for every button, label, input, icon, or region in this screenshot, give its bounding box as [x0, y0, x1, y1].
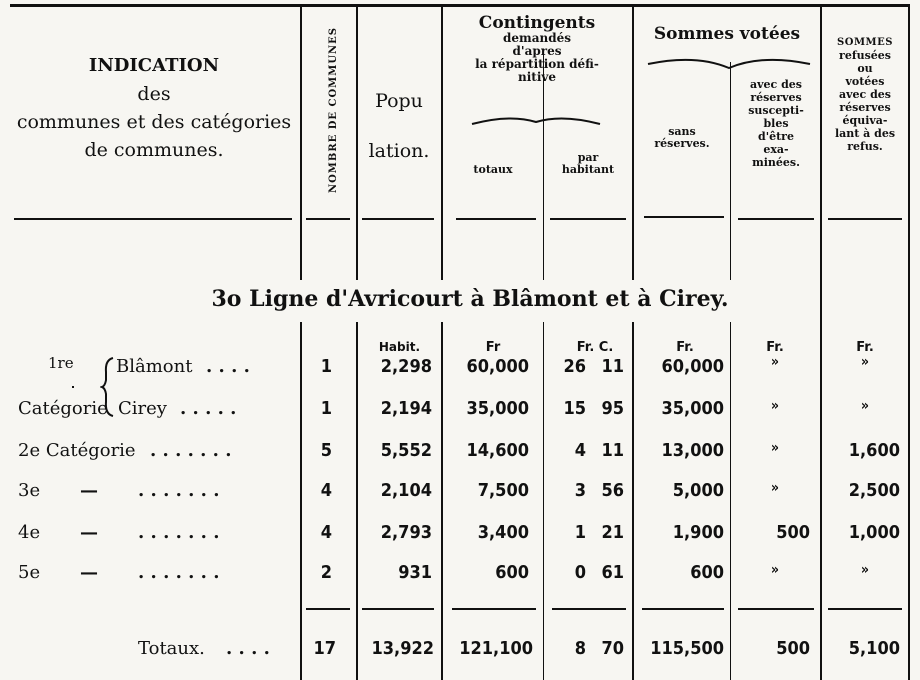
row-par-habitant-fr: 26	[563, 356, 586, 377]
unit-totaux: Fr	[485, 340, 501, 355]
par-habitant-line: par	[577, 151, 599, 164]
section-title: 3o Ligne d'Avricourt à Blâmont et à Cirey.	[211, 286, 729, 312]
sum-rule	[362, 608, 434, 610]
sum-rule	[642, 608, 724, 610]
row-dots: . . . . . . .	[150, 440, 232, 461]
row-sans-reserves: 1,900	[672, 522, 724, 543]
row-totaux: 7,500	[477, 480, 529, 501]
row-par-habitant-c: 56	[601, 480, 624, 501]
sum-rule	[452, 608, 536, 610]
row-refusees: 2,500	[848, 480, 900, 501]
row-par-habitant-c: 11	[601, 440, 624, 461]
sommes-votees-header: Sommes votées	[653, 24, 801, 44]
contingents-brace	[470, 112, 602, 130]
contingents-line: demandés	[502, 31, 571, 45]
refusees-line: équiva-	[842, 114, 888, 127]
contingents-line: la répartition défi-	[475, 57, 599, 71]
totaux-header: totaux	[473, 163, 513, 176]
row-refusees: »	[860, 354, 870, 370]
header-rule	[738, 218, 814, 220]
row-avec-reserves: »	[770, 480, 780, 496]
row-dots: . . . . . . .	[138, 562, 220, 583]
row-avec-reserves: »	[770, 440, 780, 456]
row-par-habitant-fr: 0	[574, 562, 586, 583]
totals-sans-reserves: 115,500	[650, 638, 724, 659]
row-nombre: 1	[320, 398, 332, 419]
sum-rule	[306, 608, 350, 610]
avec-reserves-line: exa-	[763, 143, 789, 156]
refusees-line: avec des	[839, 88, 891, 101]
sans-reserves-header	[634, 126, 730, 150]
indication-line: des	[137, 83, 171, 105]
row-par-habitant-c: 61	[601, 562, 624, 583]
indication-line: communes et des catégories	[16, 111, 292, 133]
col-line	[908, 4, 910, 680]
par-habitant-line: habitant	[561, 163, 615, 176]
contingents-line: nitive	[518, 70, 556, 84]
indication-line: de communes.	[84, 139, 224, 161]
row-totaux: 3,400	[477, 522, 529, 543]
contingents-header	[443, 14, 631, 84]
row-par-habitant-c: 95	[601, 398, 624, 419]
row-sans-reserves: 35,000	[661, 398, 724, 419]
avec-reserves-line: minées.	[752, 156, 800, 169]
row-dots: . . . . . . .	[138, 480, 220, 501]
row-totaux: 14,600	[466, 440, 529, 461]
unit-avec-reserves: Fr.	[766, 340, 784, 355]
sum-rule	[738, 608, 814, 610]
row-label: Catégorie	[18, 398, 108, 419]
row-avec-reserves: »	[770, 398, 780, 414]
row-population: 5,552	[380, 440, 432, 461]
contingents-line: d'apres	[512, 44, 562, 58]
totals-par-habitant-fr: 8	[574, 638, 586, 659]
unit-sans-reserves: Fr.	[676, 340, 694, 355]
row-label: 1re	[48, 354, 74, 372]
row-sans-reserves: 5,000	[672, 480, 724, 501]
row-totaux: 35,000	[466, 398, 529, 419]
row-population: 2,194	[380, 398, 432, 419]
totals-avec-reserves: 500	[776, 638, 810, 659]
totals-totaux: 121,100	[459, 638, 533, 659]
col-line	[543, 50, 544, 680]
row-par-habitant-fr: 15	[563, 398, 586, 419]
refusees-line: SOMMES	[837, 37, 893, 48]
population-line: Popu	[375, 90, 423, 112]
header-rule	[644, 216, 724, 218]
row-sans-reserves: 60,000	[661, 356, 724, 377]
row-dots: . . . .	[206, 356, 250, 377]
row-label: 5e	[18, 562, 41, 583]
refusees-line: lant à des	[834, 127, 896, 140]
totals-nombre: 17	[313, 638, 336, 659]
unit-par-habitant: Fr. C.	[576, 340, 614, 355]
avec-reserves-header	[732, 78, 820, 169]
unit-refusees: Fr.	[856, 340, 874, 355]
row-par-habitant-c: 11	[601, 356, 624, 377]
refusees-line: refus.	[847, 140, 883, 153]
totals-population: 13,922	[371, 638, 434, 659]
unit-population: Habit.	[378, 340, 420, 354]
refusees-line: réserves	[839, 101, 891, 114]
row-avec-reserves: »	[770, 354, 780, 370]
row-population: 2,104	[380, 480, 432, 501]
row-totaux: 60,000	[466, 356, 529, 377]
avec-reserves-line: suscepti-	[748, 104, 804, 117]
header-rule	[456, 218, 536, 220]
totals-refusees: 5,100	[848, 638, 900, 659]
row-dash: —	[80, 480, 98, 501]
refusees-line: votées	[845, 75, 885, 88]
nombre-header: NOMBRE DE COMMUNES	[328, 26, 339, 194]
row-nombre: 4	[320, 522, 332, 543]
row-refusees: 1,600	[848, 440, 900, 461]
row-par-habitant-c: 21	[601, 522, 624, 543]
row-par-habitant-fr: 1	[574, 522, 586, 543]
row-nombre: 4	[320, 480, 332, 501]
totals-par-habitant-c: 70	[601, 638, 624, 659]
row-refusees: »	[860, 398, 870, 414]
row-totaux: 600	[495, 562, 529, 583]
sommes-refusees-header	[822, 36, 908, 153]
row-nombre: 5	[320, 440, 332, 461]
row-avec-reserves: 500	[776, 522, 810, 543]
sans-reserves-line: sans	[668, 125, 696, 138]
col-line	[632, 4, 634, 680]
top-rule	[10, 4, 910, 7]
row-dash: —	[80, 562, 98, 583]
row-sans-reserves: 600	[690, 562, 724, 583]
row-refusees: »	[860, 562, 870, 578]
row-par-habitant-fr: 3	[574, 480, 586, 501]
sum-rule	[552, 608, 626, 610]
header-rule	[306, 218, 350, 220]
indication-title: INDICATION	[88, 55, 220, 76]
row-par-habitant-fr: 4	[574, 440, 586, 461]
row-population: 2,793	[380, 522, 432, 543]
header-rule	[362, 218, 434, 220]
row-label: 2e Catégorie	[18, 440, 136, 461]
row-nombre: 2	[320, 562, 332, 583]
col-line	[300, 4, 302, 680]
row-dots: . . . . .	[180, 398, 237, 419]
contingents-title: Contingents	[478, 13, 596, 33]
row-refusees: 1,000	[848, 522, 900, 543]
totals-dots: . . . .	[226, 638, 270, 659]
avec-reserves-line: bles	[763, 117, 789, 130]
row-dots: . . . . . . .	[138, 522, 220, 543]
header-rule	[14, 218, 292, 220]
population-line: lation.	[368, 140, 430, 162]
row-dash: —	[80, 522, 98, 543]
sum-rule	[828, 608, 902, 610]
header-rule	[550, 218, 626, 220]
row-label: 4e	[18, 522, 41, 543]
refusees-line: ou	[857, 62, 873, 75]
refusees-line: refusées	[839, 49, 891, 62]
dot-mark	[72, 386, 74, 388]
col-line	[730, 62, 731, 680]
avec-reserves-line: avec des	[750, 78, 802, 91]
population-header	[358, 76, 440, 176]
par-habitant-header	[545, 152, 631, 176]
sommes-votees-brace	[646, 52, 812, 74]
avec-reserves-line: d'être	[758, 130, 794, 143]
header-rule	[828, 218, 902, 220]
indication-header	[14, 52, 294, 164]
row-sub-label: Blâmont	[116, 356, 193, 377]
row-sans-reserves: 13,000	[661, 440, 724, 461]
totals-label: Totaux.	[138, 638, 205, 659]
row-label: 3e	[18, 480, 41, 501]
row-sub-label: Cirey	[118, 398, 167, 419]
row-population: 931	[398, 562, 432, 583]
avec-reserves-line: réserves	[750, 91, 802, 104]
row-population: 2,298	[380, 356, 432, 377]
row-nombre: 1	[320, 356, 332, 377]
sans-reserves-line: réserves.	[654, 137, 710, 150]
row-avec-reserves: »	[770, 562, 780, 578]
